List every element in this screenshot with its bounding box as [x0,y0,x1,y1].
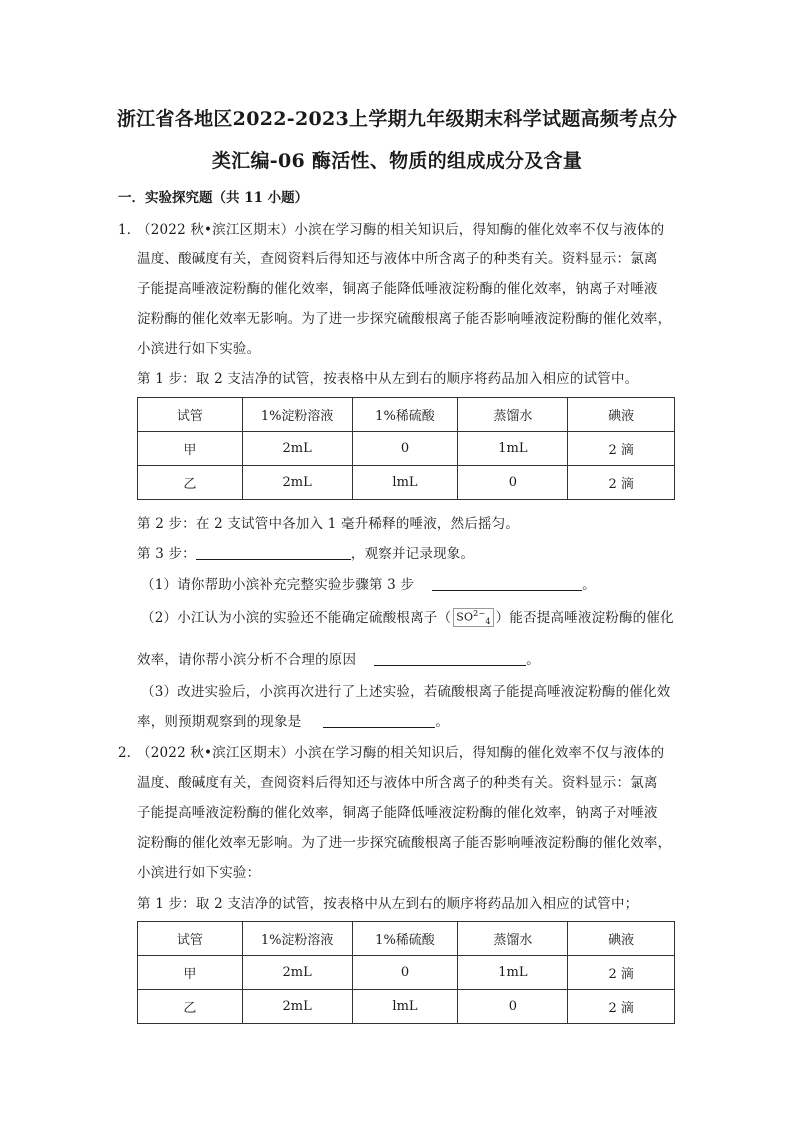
table-cell: lmL [352,466,458,500]
table-cell: 甲 [138,956,243,990]
table-cell: 2mL [242,466,352,500]
table-cell: 2 滴 [568,990,675,1024]
q2-line-5: 小滨进行如下实验： [137,865,261,881]
table-header-cell: 1%淀粉溶液 [242,922,352,956]
table-cell: 0 [458,990,568,1024]
answer-blank[interactable] [432,576,582,591]
q1-step3-label: 第 3 步： [137,546,196,562]
q1-sub2-tail: ）能否提高唾液淀粉酶的催化 [495,610,674,626]
table-header-row [138,922,675,956]
table-cell: 2 滴 [568,432,675,466]
table-cell: 甲 [138,432,243,466]
q1-sub3b-text: 率，则预期观察到的现象是 [137,714,302,730]
ion-base: SO [456,611,474,624]
table-cell: 1mL [458,432,568,466]
table-row [138,466,675,500]
ion-charge: 2− [473,609,486,619]
table-cell: 2 滴 [568,466,675,500]
q1-sub2 [141,606,674,627]
table-header-cell: 蒸馏水 [458,922,568,956]
table-header-cell: 1%稀硫酸 [352,922,458,956]
q2-line-4: 淀粉酶的催化效率无影响。为了进一步探究硫酸根离子能否影响唾液淀粉酶的催化效率， [137,835,672,851]
section-heading: 一．实验探究题（共 11 小题） [118,190,309,206]
table-cell: 1mL [458,956,568,990]
q1-line-3: 子能提高唾液淀粉酶的催化效率，铜离子能降低唾液淀粉酶的催化效率，钠离子对唾液 [137,281,658,297]
q1-step2: 第 2 步：在 2 支试管中各加入 1 毫升稀释的唾液，然后摇匀。 [137,516,520,532]
table-cell: 2mL [242,432,352,466]
table-header-cell: 试管 [138,922,243,956]
doc-title-line2: 类汇编-06 酶活性、物质的组成成分及含量 [211,150,583,172]
table-cell: 乙 [138,990,243,1024]
q2-line-3: 子能提高唾液淀粉酶的催化效率，铜离子能降低唾液淀粉酶的催化效率，钠离子对唾液 [137,805,658,821]
table-row [138,432,675,466]
q1-step3 [137,542,474,562]
q1-sub2-cont [137,648,540,668]
table-header-cell: 碘液 [568,922,675,956]
table-header-cell: 1%稀硫酸 [352,398,458,432]
table-cell: 2mL [242,956,352,990]
table-cell: 2mL [242,990,352,1024]
q1-sub3: （3）改进实验后，小滨再次进行了上述实验，若硫酸根离子能提高唾液淀粉酶的催化效 [141,684,671,700]
q1-line-4: 淀粉酶的催化效率无影响。为了进一步探究硫酸根离子能否影响唾液淀粉酶的催化效率， [137,311,672,327]
table-header-cell: 蒸馏水 [458,398,568,432]
q1-sub2b-text: 效率，请你帮小滨分析不合理的原因 [137,652,357,668]
answer-blank[interactable] [196,545,351,560]
q1-sub1-text: （1）请你帮助小滨补充完整实验步骤第 3 步 [141,577,415,593]
sulfate-ion-formula [453,608,493,627]
reagent-table-2 [137,921,675,1024]
doc-title-line1: 浙江省各地区2022-2023上学期九年级期末科学试题高频考点分 [116,108,678,130]
q1-step1: 第 1 步：取 2 支洁净的试管，按表格中从左到右的顺序将药品加入相应的试管中。 [137,371,639,387]
q1-line-1: （2022 秋•滨江区期末）小滨在学习酶的相关知识后，得知酶的催化效率不仅与液体的 [137,222,665,238]
q1-sub3b-tail: 。 [435,714,450,730]
ion-subscript: 4 [485,617,491,627]
table-cell: 2 滴 [568,956,675,990]
q2-line-2: 温度、酸碱度有关，查阅资料后得知还与液体中所含离子的种类有关。资料显示：氯离 [137,775,658,791]
reagent-table-1 [137,397,675,500]
q1-sub2-text: （2）小江认为小滨的实验还不能确定硫酸根离子（ [141,610,452,626]
q1-step3-tail: ，观察并记录现象。 [350,546,475,562]
table-header-cell: 1%淀粉溶液 [242,398,352,432]
q1-sub1 [141,573,596,593]
q1-sub1-tail: 。 [582,577,596,593]
table-cell: 0 [458,466,568,500]
table-header-cell: 试管 [138,398,243,432]
table-cell: lmL [352,990,458,1024]
table-cell: 0 [352,432,458,466]
q1-line-5: 小滨进行如下实验。 [137,341,261,357]
q1-sub3-cont [137,710,449,730]
q2-number: 2． [118,745,141,761]
q2-line-1: （2022 秋•滨江区期末）小滨在学习酶的相关知识后，得知酶的催化效率不仅与液体的 [137,745,665,761]
q2-step1: 第 1 步：取 2 支洁净的试管，按表格中从左到右的顺序将药品加入相应的试管中； [137,896,639,912]
q1-number: 1． [118,222,141,238]
table-header-row [138,398,675,432]
table-cell: 0 [352,956,458,990]
table-row [138,956,675,990]
table-row [138,990,675,1024]
table-cell: 乙 [138,466,243,500]
q1-sub2b-tail: 。 [526,652,540,668]
q1-line-2: 温度、酸碱度有关，查阅资料后得知还与液体中所含离子的种类有关。资料显示：氯离 [137,251,658,267]
table-header-cell: 碘液 [568,398,675,432]
answer-blank[interactable] [374,651,526,666]
answer-blank[interactable] [323,713,435,728]
